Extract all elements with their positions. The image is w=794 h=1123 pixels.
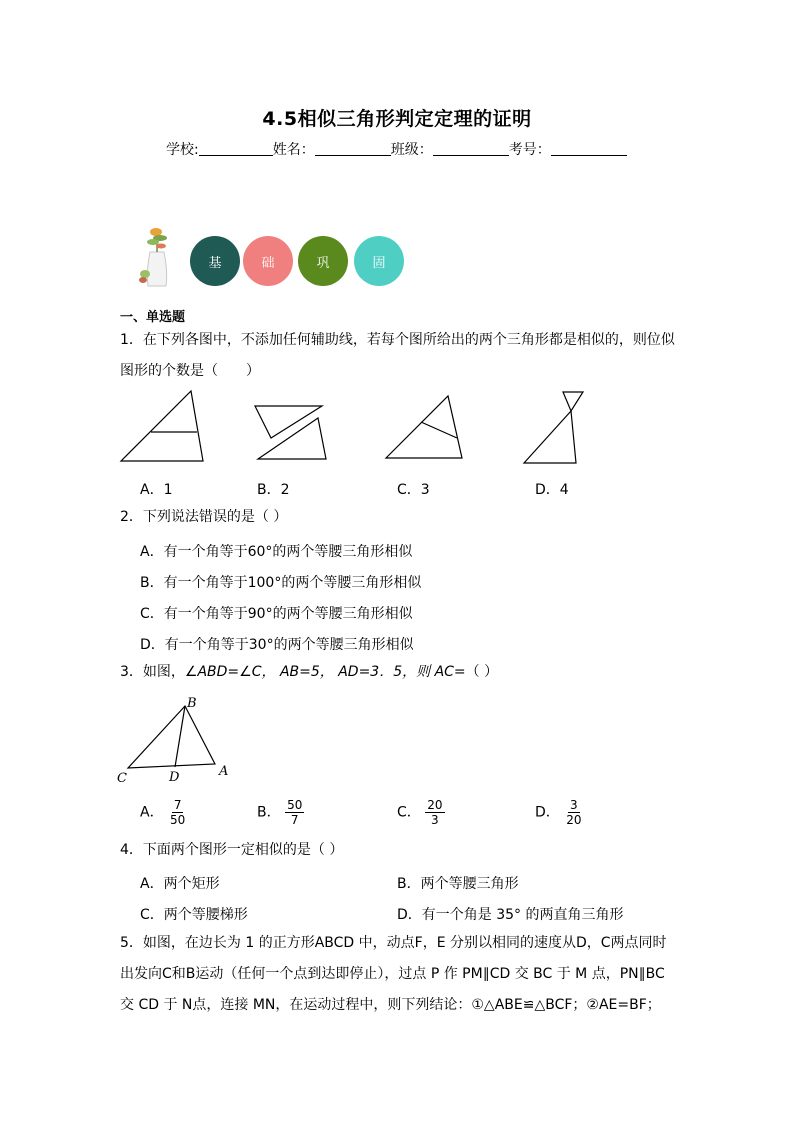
q2-option-a: A．有一个角等于60°的两个等腰三角形相似	[140, 544, 413, 560]
q3-option-b-num: 50	[287, 798, 303, 812]
q3-option-a-num: 7	[173, 798, 182, 812]
q3-option-b-fraction	[285, 798, 304, 827]
badge-chu	[243, 236, 293, 286]
q2-option-b: B．有一个角等于100°的两个等腰三角形相似	[140, 575, 422, 591]
q3-option-c-fraction	[425, 798, 444, 827]
badge-ji-label: 基	[208, 255, 222, 271]
q4-option-b: B．两个等腰三角形	[397, 876, 519, 892]
q3-stem	[120, 657, 498, 688]
badge-gong-label: 巩	[316, 255, 330, 271]
q3-label-b: B	[187, 696, 197, 711]
q4-option-c: C．两个等腰梯形	[140, 907, 248, 923]
q3-option-a-den: 50	[170, 813, 186, 827]
q3-option-a-fraction	[168, 798, 187, 827]
q2-option-d: D．有一个角等于30°的两个等腰三角形相似	[140, 637, 414, 653]
plant-vase-icon	[136, 222, 178, 290]
name-label: 姓名：	[272, 142, 315, 158]
q1-fig3-segment	[421, 422, 457, 438]
q1-option-d: D．4	[535, 482, 569, 498]
q1-option-a: A．1	[140, 482, 173, 498]
q3-stem-math: ∠ABD=∠C， AB=5， AD=3．5，则 AC=	[184, 664, 466, 680]
q3-option-a	[140, 798, 187, 827]
q3-option-c-den: 3	[431, 813, 439, 827]
badge-gu-label: 固	[372, 255, 386, 271]
q3-stem-prefix: 3．如图，	[120, 664, 185, 680]
exam-no-blank	[551, 141, 627, 156]
q3-option-c-letter: C．	[397, 804, 421, 821]
badge-gong	[298, 236, 348, 286]
q3-option-a-letter: A．	[140, 804, 164, 821]
q3-label-a: A	[219, 764, 229, 779]
q1-line1: 1．在下列各图中，不添加任何辅助线，若每个图所给出的两个三角形都是相似的，则位似	[120, 332, 675, 348]
q3-label-c: C	[117, 771, 127, 786]
q2-stem: 2．下列说法错误的是（ ）	[120, 509, 288, 525]
q2-option-c: C．有一个角等于90°的两个等腰三角形相似	[140, 606, 413, 622]
badge-gu	[354, 236, 404, 286]
q3-option-b	[257, 798, 304, 827]
q3-option-c-num: 20	[427, 798, 443, 812]
q4-stem: 4．下面两个图形一定相似的是（ ）	[120, 842, 344, 858]
q3-option-d-letter: D．	[535, 804, 560, 821]
q1-figures	[115, 386, 695, 468]
q5-line3: 交 CD 于 N点，连接 MN，在运动过程中，则下列结论：①△ABE≌△BCF；②AE=BF；	[120, 997, 661, 1013]
class-label: 班级：	[390, 142, 433, 158]
q5-line2: 出发向C和B运动（任何一个点到达即停止），过点 P 作 PM∥CD 交 BC 于 M 点，PN∥BC	[120, 966, 665, 982]
q3-option-d-den: 20	[566, 813, 582, 827]
q3-option-d-fraction	[564, 798, 583, 827]
q3-option-b-letter: B．	[257, 804, 281, 821]
q5-line1: 5．如图，在边长为 1 的正方形ABCD 中，动点F，E 分别以相同的速度从D，C两点同时	[120, 935, 667, 951]
q3-figure	[115, 694, 245, 786]
q3-option-d	[535, 798, 584, 827]
school-label: 学校:	[166, 142, 199, 158]
q1-option-c: C．3	[397, 482, 430, 498]
q3-stem-suffix: （ ）	[465, 664, 499, 680]
badge-ji	[190, 236, 240, 286]
q3-option-d-num: 3	[570, 798, 578, 812]
q4-option-d: D．有一个角是 35° 的两直角三角形	[397, 907, 624, 923]
q1-fig4-upper	[563, 392, 583, 411]
q1-option-b: B．2	[257, 482, 290, 498]
q1-line2: 图形的个数是（ ）	[120, 363, 260, 379]
q1-fig3-triangle	[386, 396, 462, 458]
q3-label-d: D	[169, 770, 180, 785]
exam-no-label: 考号：	[508, 142, 551, 158]
name-blank	[315, 141, 391, 156]
badge-chu-label: 础	[261, 255, 275, 271]
section-heading: 一、单选题	[120, 310, 186, 325]
q3-option-b-den: 7	[290, 813, 299, 827]
student-info-line	[166, 139, 627, 159]
q1-fig4-lower	[524, 411, 576, 463]
q3-triangle	[128, 706, 215, 768]
q3-option-c	[397, 798, 445, 827]
school-blank	[199, 141, 273, 156]
page-title: 4.5相似三角形判定定理的证明	[262, 108, 532, 130]
q4-option-a: A．两个矩形	[140, 876, 220, 892]
class-blank	[433, 141, 509, 156]
q1-fig1-triangle	[121, 391, 203, 461]
